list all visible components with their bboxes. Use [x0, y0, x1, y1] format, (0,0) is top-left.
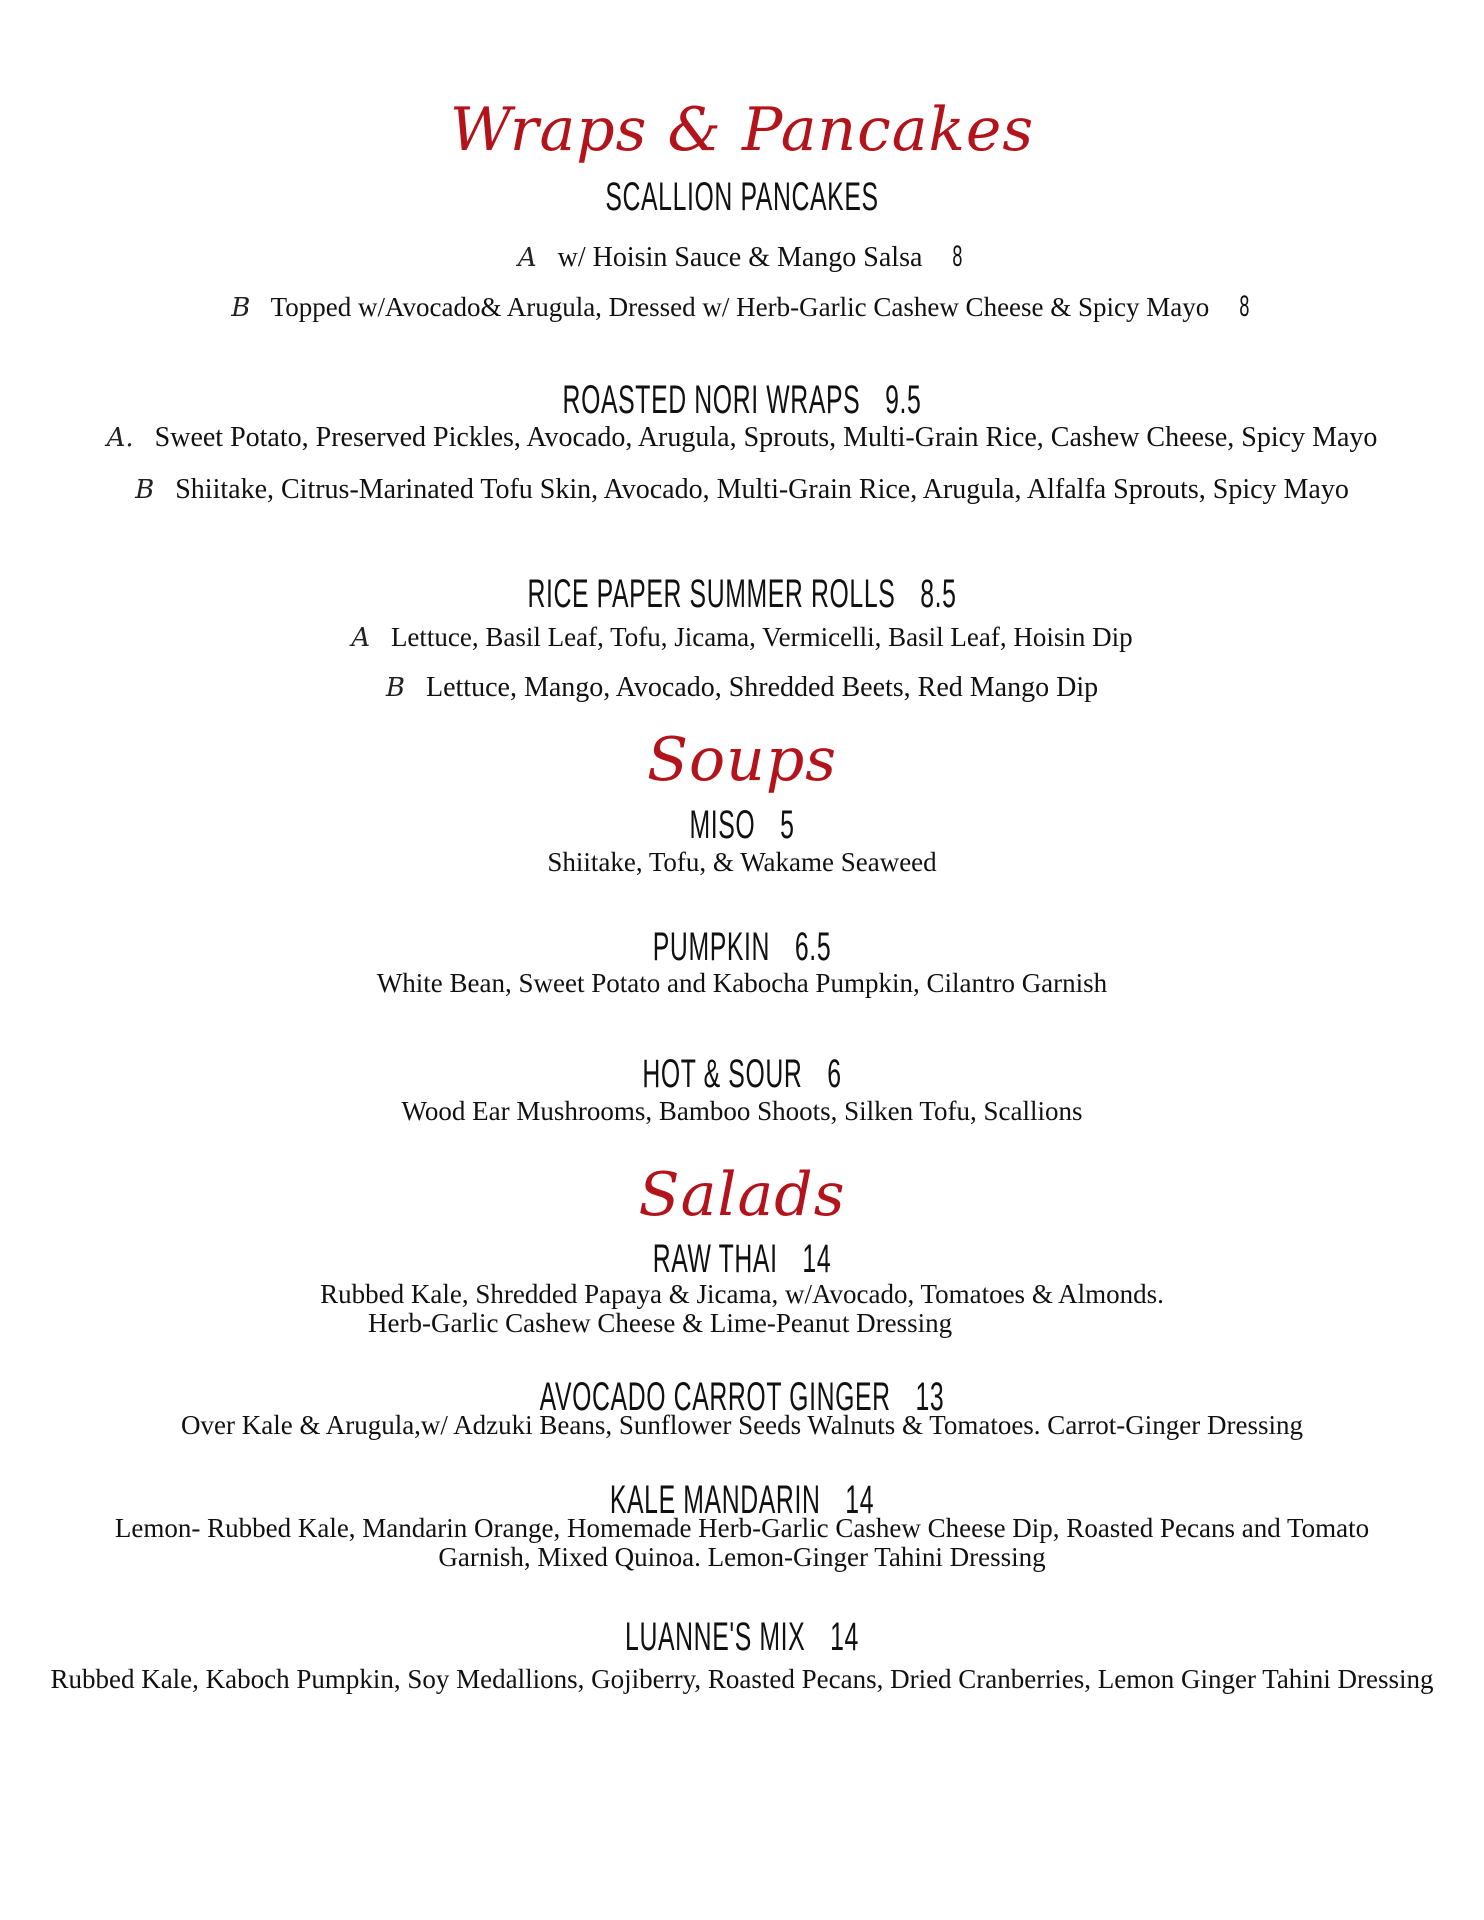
- kale-mandarin-desc-line1: Lemon- Rubbed Kale, Mandarin Orange, Homemade Herb-Garlic Cashew Cheese Dip, Roasted Pecans and Tomato: [114, 1513, 1370, 1543]
- avocado-carrot-ginger-desc: Over Kale & Arugula,w/ Adzuki Beans, Sunflower Seeds Walnuts & Tomatoes. Carrot-Ginger Dressing: [181, 1410, 1303, 1440]
- option-price: 8: [1239, 290, 1250, 323]
- item-price: 14: [845, 1478, 875, 1522]
- item-name: LUANNE'S MIX: [625, 1615, 806, 1659]
- item-name: RAW THAI: [652, 1237, 778, 1281]
- section-title-soups: Soups: [646, 725, 838, 795]
- item-price: 6.5: [794, 925, 832, 969]
- luannes-mix-desc: Rubbed Kale, Kaboch Pumpkin, Soy Medallions, Gojiberry, Roasted Pecans, Dried Cranberries, Lemon Ginger Tahini Dressing: [50, 1664, 1434, 1694]
- option-letter: B: [135, 475, 155, 505]
- section-title-salads: Salads: [638, 1160, 846, 1230]
- item-price: 5: [780, 803, 795, 847]
- scallion-option-b: [0, 290, 1484, 324]
- rolls-option-a: [0, 622, 1484, 653]
- raw-thai-desc-line2: Herb-Garlic Cashew Cheese & Lime-Peanut Dressing: [368, 1308, 953, 1338]
- item-price: 6: [827, 1052, 842, 1096]
- option-text: Sweet Potato, Preserved Pickles, Avocado, Arugula, Sprouts, Multi-Grain Rice, Cashew Cheese, Spicy Mayo: [154, 422, 1378, 453]
- option-letter: B: [385, 673, 405, 703]
- option-text: Topped w/Avocado& Arugula, Dressed w/ Herb-Garlic Cashew Cheese & Spicy Mayo: [270, 292, 1210, 322]
- nori-option-b: [0, 474, 1484, 506]
- item-name: RICE PAPER SUMMER ROLLS: [527, 572, 896, 616]
- item-name-raw-thai: [282, 1237, 1202, 1282]
- option-text: w/ Hoisin Sauce & Mango Salsa: [557, 242, 923, 273]
- item-price: 8.5: [920, 572, 957, 616]
- item-price: 13: [915, 1375, 945, 1419]
- item-price: 9.5: [885, 378, 922, 422]
- item-name-miso: [282, 803, 1202, 848]
- item-name: AVOCADO CARROT GINGER: [539, 1375, 891, 1419]
- hot-sour-desc: Wood Ear Mushrooms, Bamboo Shoots, Silken Tofu, Scallions: [401, 1096, 1083, 1126]
- item-name-summer-rolls: [282, 572, 1202, 617]
- section-title-wraps: Wraps & Pancakes: [449, 95, 1035, 165]
- option-letter: A: [517, 243, 537, 273]
- item-name: HOT & SOUR: [642, 1052, 803, 1096]
- item-name-pumpkin: [282, 925, 1202, 970]
- item-name: KALE MANDARIN: [609, 1478, 821, 1522]
- item-name-hot-sour: [282, 1052, 1202, 1097]
- pumpkin-desc: White Bean, Sweet Potato and Kabocha Pumpkin, Cilantro Garnish: [376, 968, 1108, 998]
- option-text: Shiitake, Citrus-Marinated Tofu Skin, Avocado, Multi-Grain Rice, Arugula, Alfalfa Sprouts, Spicy Mayo: [175, 474, 1349, 505]
- item-name: ROASTED NORI WRAPS: [562, 378, 861, 422]
- option-letter: A.: [106, 423, 134, 453]
- item-name-scallion-pancakes: SCALLION PANCAKES: [605, 175, 879, 219]
- nori-option-a: [0, 422, 1484, 454]
- option-letter: A: [351, 623, 371, 653]
- item-price: 14: [830, 1615, 859, 1659]
- option-text: Lettuce, Basil Leaf, Tofu, Jicama, Vermicelli, Basil Leaf, Hoisin Dip: [390, 622, 1133, 652]
- item-name: PUMPKIN: [652, 925, 771, 969]
- item-name: MISO: [689, 803, 756, 847]
- item-price: 14: [802, 1237, 832, 1281]
- option-text: Lettuce, Mango, Avocado, Shredded Beets, Red Mango Dip: [426, 672, 1099, 703]
- rolls-option-b: [0, 672, 1484, 704]
- option-price: 8: [952, 240, 963, 273]
- miso-desc: Shiitake, Tofu, & Wakame Seaweed: [547, 847, 937, 877]
- kale-mandarin-desc-line2: Garnish, Mixed Quinoa. Lemon-Ginger Tahini Dressing: [438, 1542, 1046, 1572]
- item-name-nori-wraps: [282, 378, 1202, 423]
- option-letter: B: [231, 293, 251, 323]
- item-name-luannes-mix: [282, 1615, 1202, 1660]
- raw-thai-desc-line1: Rubbed Kale, Shredded Papaya & Jicama, w/Avocado, Tomatoes & Almonds.: [320, 1279, 1164, 1309]
- scallion-option-a: [0, 240, 1484, 274]
